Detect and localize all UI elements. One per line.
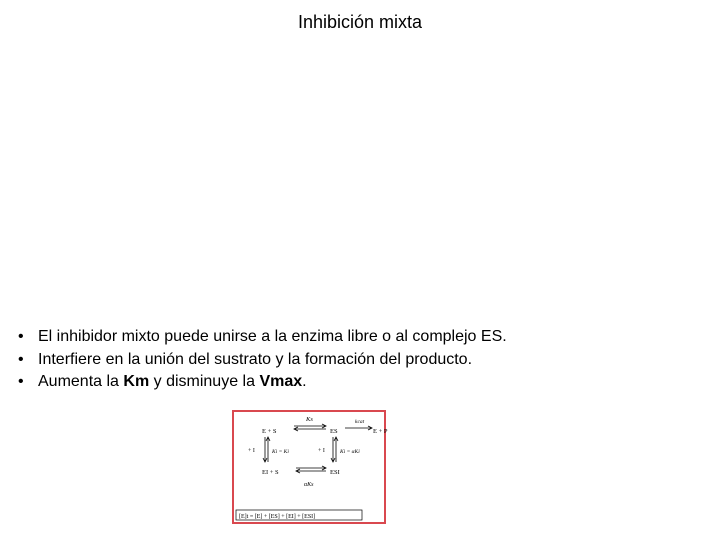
plus-i-right-label: + I [318, 448, 325, 454]
ei-plus-s-label: EI + S [262, 469, 279, 476]
bullet-text-part: Aumenta la [38, 373, 124, 390]
reaction-scheme-figure [232, 410, 386, 524]
bullet-item [18, 349, 708, 372]
e-plus-s-label: E + S [262, 428, 277, 435]
vmax-term: Vmax [259, 373, 303, 390]
bullet-icon: • [18, 373, 24, 390]
bullet-item [18, 371, 708, 394]
slide-title: Inhibición mixta [297, 12, 423, 32]
e-plus-p-label: E + P [373, 428, 388, 435]
ks-label: Ks [306, 416, 313, 423]
bullet-text-part: . [302, 373, 307, 390]
plus-i-left-label: + I [248, 448, 255, 454]
alpha-ks-label: αKs [304, 482, 314, 488]
ki-alpha-equation-label: Ki = αKi [340, 449, 360, 455]
bullet-text: El inhibidor mixto puede unirse a la enzima libre o al complejo ES. [38, 328, 507, 345]
bullet-icon: • [18, 328, 24, 345]
esi-label: ESI [330, 469, 340, 476]
es-label: ES [330, 428, 338, 435]
bullet-text-part: y disminuye la [149, 373, 260, 390]
bullet-icon: • [18, 350, 24, 368]
bullet-text: Interfiere en la unión del sustrato y la formación del producto. [38, 350, 473, 368]
ki-equation-label: Ki = Ki [272, 449, 289, 455]
km-term: Km [123, 373, 150, 390]
bullet-list [18, 326, 708, 394]
reaction-scheme-svg [234, 412, 388, 522]
bullet-item [18, 326, 708, 349]
kcat-label: kcat [355, 419, 365, 425]
conservation-equation: [E]t = [E] + [ES] + [EI] + [ESI] [239, 514, 316, 520]
